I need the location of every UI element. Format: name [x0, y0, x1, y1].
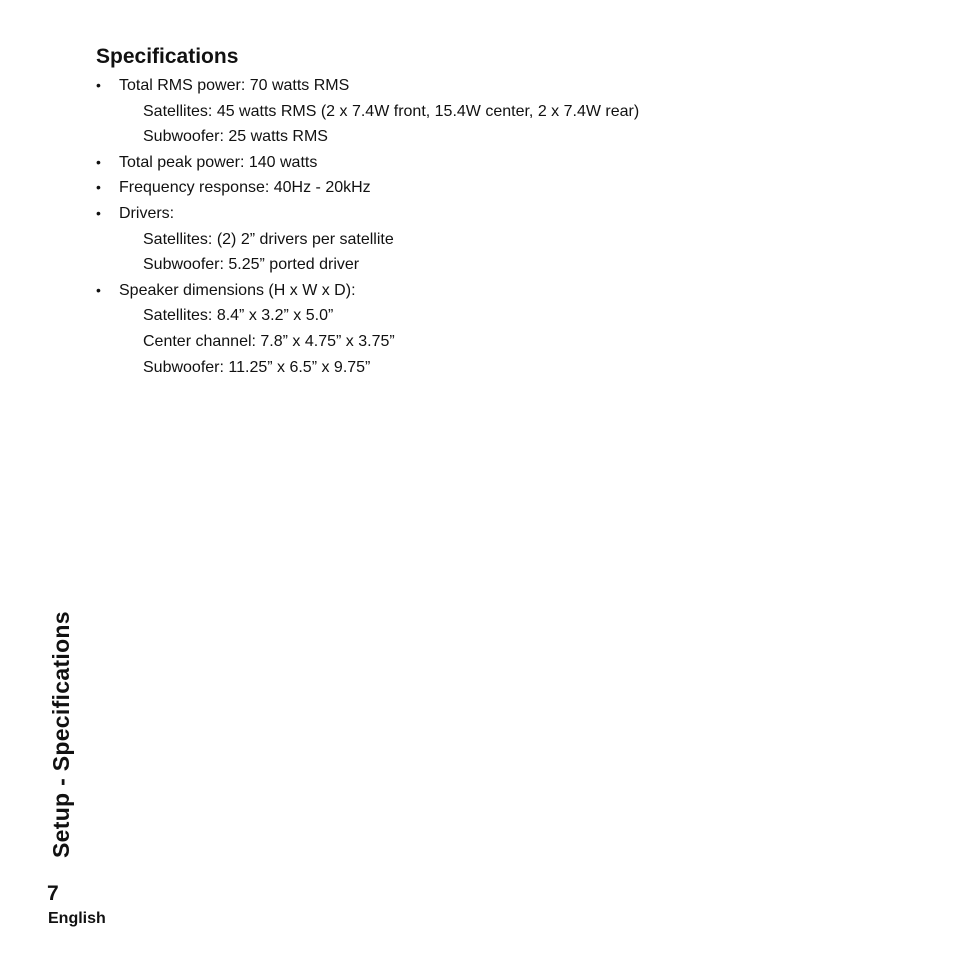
spec-detail: Satellites: (2) 2” drivers per satellite	[143, 230, 394, 248]
spec-detail: Subwoofer: 25 watts RMS	[143, 128, 328, 146]
spec-label: Speaker dimensions (H x W x D):	[119, 281, 356, 299]
spec-label: Total RMS power: 70 watts RMS	[119, 77, 350, 94]
bullet-icon: •	[96, 281, 101, 298]
spec-detail: Center channel: 7.8” x 4.75” x 3.75”	[143, 332, 395, 350]
bullet-icon: •	[96, 77, 101, 93]
side-section-title: Setup - Specifications	[48, 611, 74, 858]
spec-item	[96, 278, 856, 380]
spec-item	[96, 73, 856, 150]
spec-label: Total peak power: 140 watts	[119, 153, 318, 171]
bullet-icon: •	[96, 153, 101, 170]
spec-detail: Subwoofer: 11.25” x 6.5” x 9.75”	[143, 358, 371, 376]
bullet-icon: •	[96, 204, 101, 221]
page-number: 7	[47, 882, 59, 905]
spec-detail-list	[119, 303, 856, 380]
spec-label: Frequency response: 40Hz - 20kHz	[119, 179, 371, 197]
spec-item	[96, 201, 856, 278]
spec-item	[96, 175, 856, 201]
spec-detail: Satellites: 45 watts RMS (2 x 7.4W front, 15.4W center, 2 x 7.4W rear)	[143, 102, 640, 120]
spec-detail: Subwoofer: 5.25” ported driver	[143, 256, 360, 274]
spec-detail-list	[119, 227, 856, 278]
section-heading: Specifications	[96, 45, 239, 68]
spec-detail: Satellites: 8.4” x 3.2” x 5.0”	[143, 307, 334, 325]
spec-item	[96, 150, 856, 176]
bullet-icon: •	[96, 179, 101, 196]
specifications-list	[96, 73, 856, 380]
spec-label: Drivers:	[119, 204, 175, 222]
spec-detail-list	[119, 99, 856, 150]
page-language: English	[48, 910, 106, 927]
